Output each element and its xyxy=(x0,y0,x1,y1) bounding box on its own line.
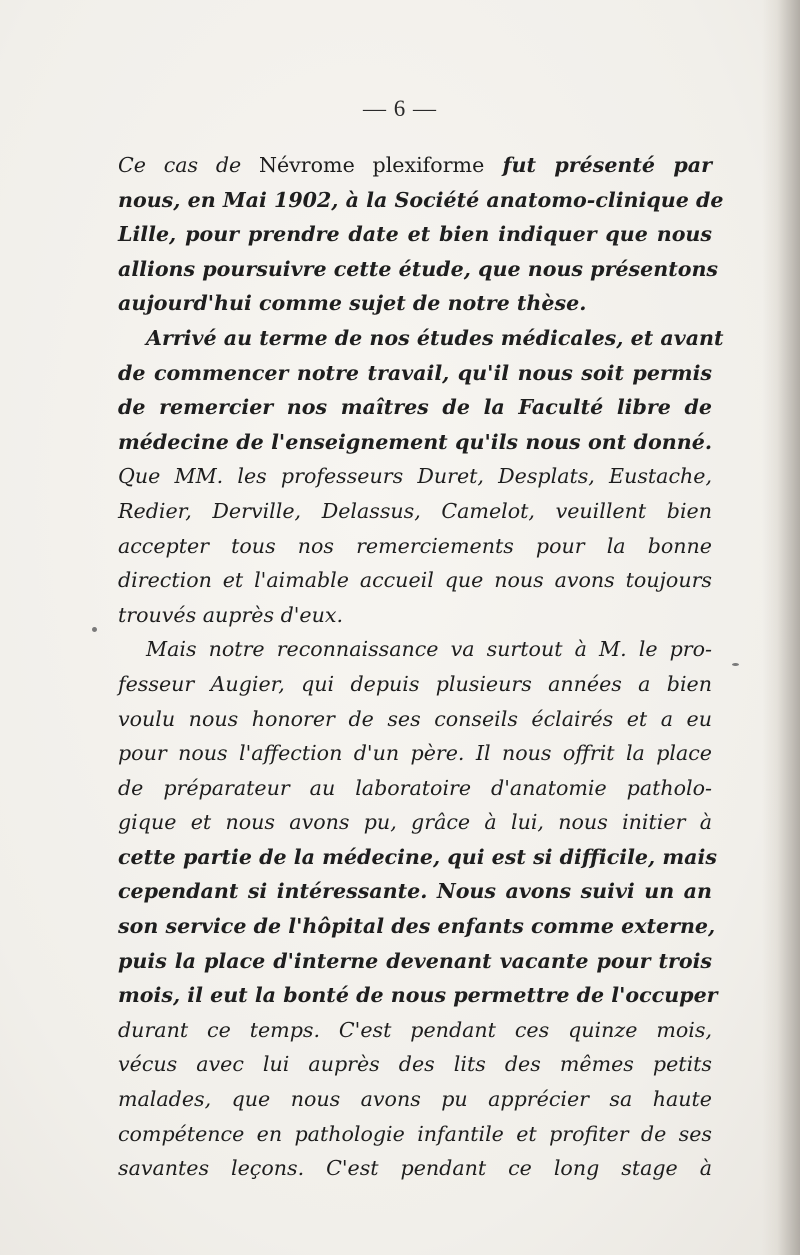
text-line: cependant si intéressante. Nous avons suivi un an xyxy=(118,879,712,904)
text-line: médecine de l'enseignement qu'ils nous ont donné. xyxy=(118,429,712,454)
text-line: de préparateur au laboratoire d'anatomie patholo- xyxy=(118,775,712,800)
text-line: de commencer notre travail, qu'il nous soit permis xyxy=(118,360,712,385)
margin-mark xyxy=(92,627,97,632)
text-line: cette partie de la médecine, qui est si difficile, mais xyxy=(118,844,717,869)
text-line: Redier, Derville, Delassus, Camelot, veuillent bien xyxy=(118,498,712,523)
margin-mark xyxy=(732,663,739,666)
page-edge-shadow xyxy=(762,0,800,1255)
text-line: gique et nous avons pu, grâce à lui, nous initier à xyxy=(118,810,712,835)
text-line: savantes leçons. C'est pendant ce long stage à xyxy=(118,1156,712,1181)
text-line: Arrivé au terme de nos études médicales, et avant xyxy=(146,325,724,350)
text-line: nous, en Mai 1902, à la Société anatomo-clinique de xyxy=(118,187,724,212)
text-line: mois, il eut la bonté de nous permettre de l'occuper xyxy=(118,983,718,1008)
text-line: fesseur Augier, qui depuis plusieurs années a bien xyxy=(118,671,712,696)
text-line: de remercier nos maîtres de la Faculté libre de xyxy=(118,395,712,420)
text-line: malades, que nous avons pu apprécier sa haute xyxy=(118,1087,712,1112)
text-line: trouvés auprès d'eux. xyxy=(118,602,344,627)
text-line: Ce cas de Névrome plexiforme fut présenté par xyxy=(118,153,712,177)
text-line: puis la place d'interne devenant vacante pour trois xyxy=(118,948,712,973)
text-line: vécus avec lui auprès des lits des mêmes petits xyxy=(118,1052,712,1077)
text-line: direction et l'aimable accueil que nous avons toujours xyxy=(118,568,712,593)
text-line: son service de l'hôpital des enfants comme externe, xyxy=(118,914,716,939)
text-line: allions poursuivre cette étude, que nous présentons xyxy=(118,256,719,281)
text-line: Que MM. les professeurs Duret, Desplats, Eustache, xyxy=(118,464,712,489)
text-line: pour nous l'affection d'un père. Il nous offrit la place xyxy=(118,741,712,766)
text-line: Lille, pour prendre date et bien indiquer que nous xyxy=(118,222,712,247)
text-line: voulu nous honorer de ses conseils éclairés et a eu xyxy=(118,706,712,731)
page-number: — 6 — xyxy=(363,96,437,121)
body-text xyxy=(118,148,724,1186)
text-line: accepter tous nos remerciements pour la bonne xyxy=(118,533,712,558)
text-line: aujourd'hui comme sujet de notre thèse. xyxy=(118,291,587,316)
text-line: compétence en pathologie infantile et profiter de ses xyxy=(118,1121,712,1146)
diagnosis-term: Névrome plexiforme xyxy=(258,153,485,177)
text-line: Mais notre reconnaissance va surtout à M. le pro- xyxy=(146,637,712,662)
text-line: durant ce temps. C'est pendant ces quinze mois, xyxy=(118,1017,712,1042)
